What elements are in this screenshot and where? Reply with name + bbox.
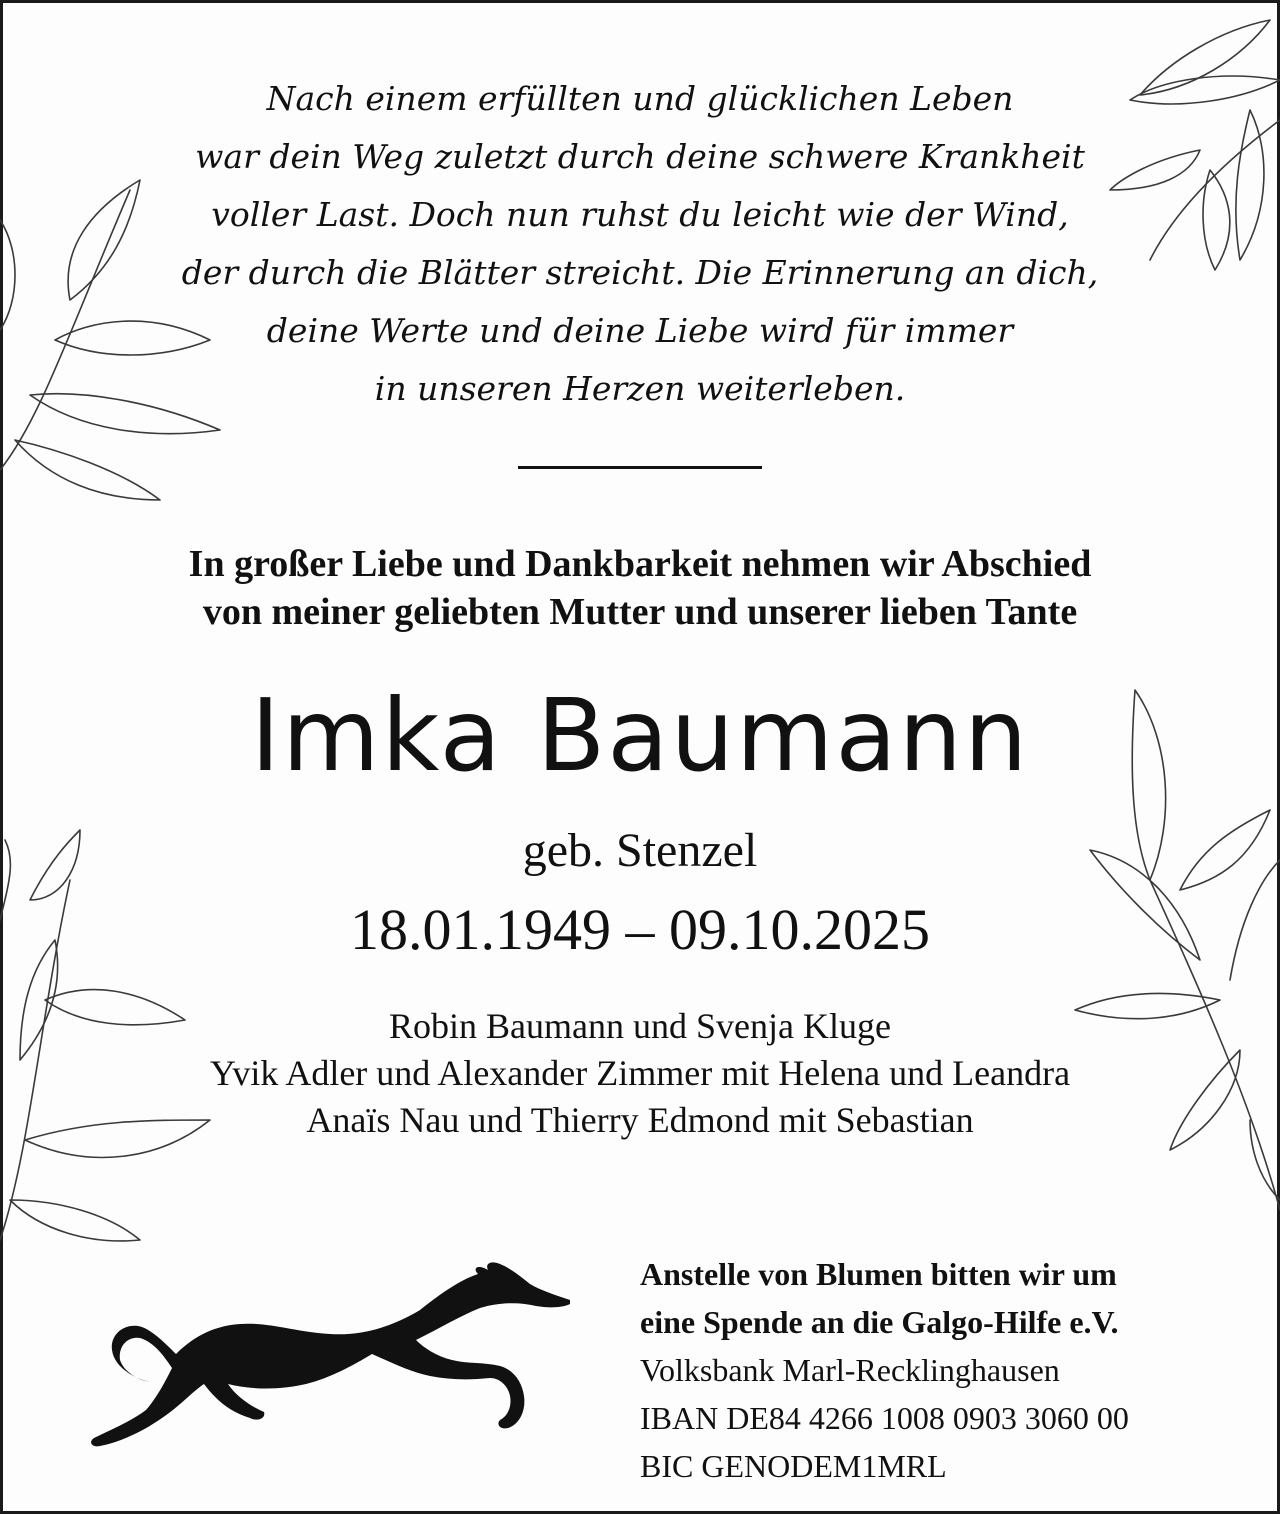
divider-line (518, 466, 762, 469)
poem-line: Nach einem erfüllten und glücklichen Leben (266, 79, 1014, 118)
intro-line: In großer Liebe und Dankbarkeit nehmen wir Abschied (188, 543, 1092, 585)
life-dates: 18.01.1949 – 09.10.2025 (350, 897, 930, 962)
poem-line: in unseren Herzen weiterleben. (374, 369, 906, 408)
farewell-intro (100, 540, 1180, 636)
poem-line: der durch die Blätter streicht. Die Erinnerung an dich, (181, 253, 1099, 292)
mourners-list (100, 1003, 1180, 1144)
bank-name: Volksbank Marl-Recklinghausen (640, 1352, 1060, 1388)
iban: IBAN DE84 4266 1008 0903 3060 00 (640, 1400, 1129, 1436)
maiden-name: geb. Stenzel (522, 824, 758, 877)
greyhound-icon (80, 1250, 590, 1470)
donation-info (640, 1250, 1240, 1490)
poem-text (140, 70, 1140, 418)
poem-line: war dein Weg zuletzt durch deine schwere Krankheit (195, 137, 1085, 176)
deceased-name: Imka Baumann (250, 677, 1030, 794)
bic: BIC GENODEM1MRL (640, 1448, 947, 1484)
mourner-line: Robin Baumann und Svenja Kluge (389, 1006, 891, 1046)
donation-request: eine Spende an die Galgo-Hilfe e.V. (640, 1304, 1119, 1340)
mourner-line: Anaïs Nau und Thierry Edmond mit Sebastian (306, 1100, 974, 1140)
donation-request: Anstelle von Blumen bitten wir um (640, 1256, 1117, 1292)
poem-line: voller Last. Doch nun ruhst du leicht wie der Wind, (211, 195, 1069, 234)
mourner-line: Yvik Adler und Alexander Zimmer mit Helena und Leandra (209, 1053, 1071, 1093)
intro-line: von meiner geliebten Mutter und unserer lieben Tante (202, 591, 1078, 633)
poem-line: deine Werte und deine Liebe wird für immer (266, 311, 1014, 350)
